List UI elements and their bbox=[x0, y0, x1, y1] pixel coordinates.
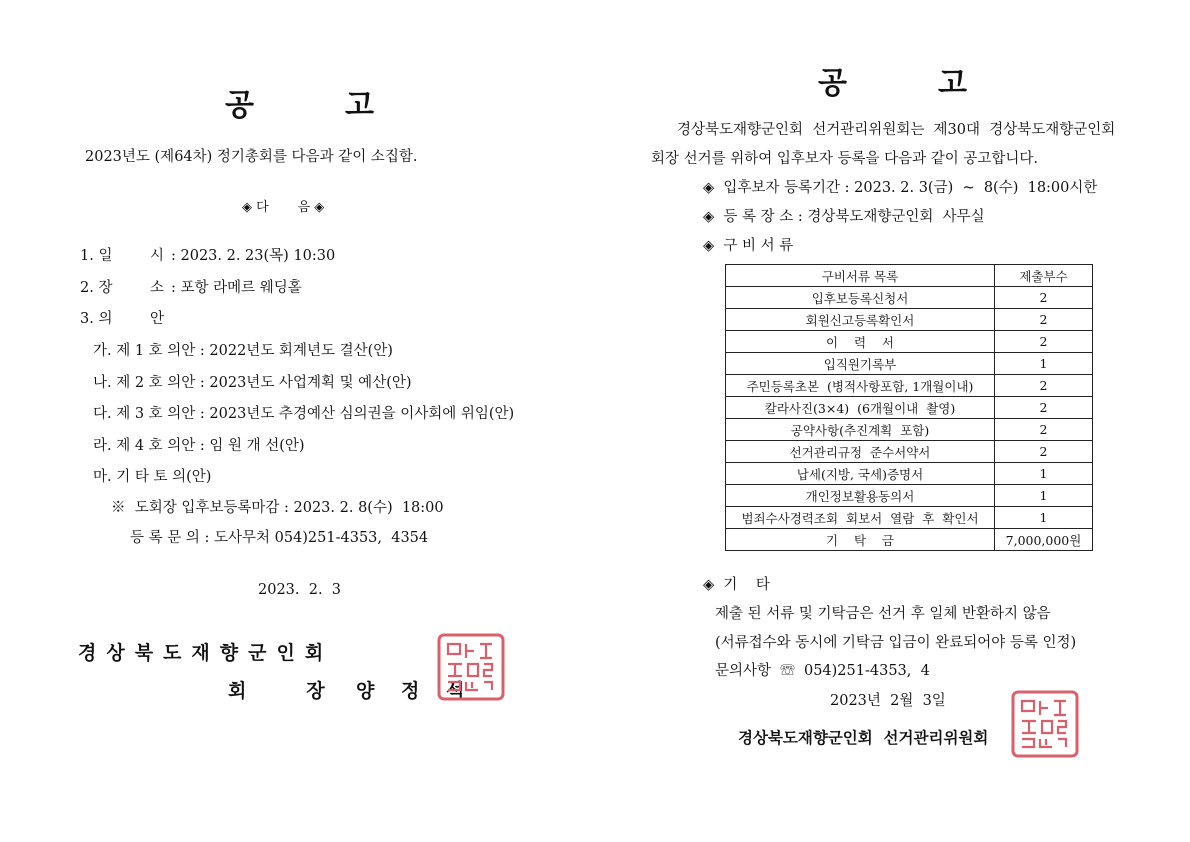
copies-cell: 2 bbox=[995, 287, 1093, 309]
table-row bbox=[726, 331, 1093, 353]
right-registration-place: ◈ 등 록 장 소 : 경상북도재향군인회 사무실 bbox=[703, 209, 985, 225]
right-intro-line-2: 회장 선거를 위하여 입후보자 등록을 다음과 같이 공고합니다. bbox=[651, 151, 1039, 167]
table-row bbox=[726, 419, 1093, 441]
document-name-cell: 범죄수사경력조회 회보서 열람 후 확인서 bbox=[726, 507, 995, 529]
document-name-cell: 회원신고등록확인서 bbox=[726, 309, 995, 331]
right-title-char-2: 고 bbox=[938, 66, 967, 101]
left-date: 2023. 2. 3 bbox=[258, 582, 342, 598]
left-title-char-1: 공 bbox=[225, 88, 254, 123]
table-row bbox=[726, 441, 1093, 463]
left-item-3-num: 3. 의 bbox=[80, 311, 113, 327]
right-title-char-1: 공 bbox=[818, 66, 847, 101]
copies-cell: 1 bbox=[995, 485, 1093, 507]
right-etc-heading: ◈ 기 타 bbox=[703, 577, 770, 593]
copies-cell: 2 bbox=[995, 397, 1093, 419]
left-agenda-3: 다. 제 3 호 의안 : 2023년도 추경예산 심의권을 이사회에 위임(안) bbox=[93, 406, 515, 422]
document-name-cell: 납세(지방, 국세)증명서 bbox=[726, 463, 995, 485]
table-row bbox=[726, 353, 1093, 375]
document-name-cell: 선거관리규정 준수서약서 bbox=[726, 441, 995, 463]
left-official-seal-icon bbox=[436, 632, 506, 702]
copies-cell: 2 bbox=[995, 441, 1093, 463]
copies-cell: 1 bbox=[995, 507, 1093, 529]
right-registration-period: ◈ 입후보자 등록기간 : 2023. 2. 3(금) ~ 8(수) 18:00시한 bbox=[703, 180, 1098, 196]
left-item-2-value: : 포항 라메르 웨딩홀 bbox=[171, 280, 302, 296]
table-header-cell: 제출부수 bbox=[995, 265, 1093, 287]
table-header-row bbox=[726, 265, 1093, 287]
left-chair-name: 양 정 석 bbox=[356, 680, 475, 702]
right-date: 2023년 2월 3일 bbox=[830, 693, 946, 709]
left-item-3-label: 안 bbox=[150, 311, 165, 327]
left-note-deadline: ※ 도회장 입후보등록마감 : 2023. 2. 8(수) 18:00 bbox=[111, 500, 444, 516]
table-row bbox=[726, 375, 1093, 397]
left-agenda-5: 마. 기 타 토 의(안) bbox=[93, 469, 212, 485]
left-agenda-4: 라. 제 4 호 의안 : 임 원 개 선(안) bbox=[93, 438, 305, 454]
table-header-cell: 구비서류 목록 bbox=[726, 265, 995, 287]
document-name-cell: 이 력 서 bbox=[726, 331, 995, 353]
table-row bbox=[726, 287, 1093, 309]
left-agenda-2: 나. 제 2 호 의안 : 2023년도 사업계획 및 예산(안) bbox=[93, 375, 412, 391]
copies-cell: 2 bbox=[995, 309, 1093, 331]
table-row bbox=[726, 507, 1093, 529]
copies-cell: 2 bbox=[995, 419, 1093, 441]
copies-cell: 2 bbox=[995, 331, 1093, 353]
document-name-cell: 기 탁 금 bbox=[726, 529, 995, 551]
table-row bbox=[726, 529, 1093, 551]
right-etc-line-1: 제출 된 서류 및 기탁금은 선거 후 일체 반환하지 않음 bbox=[715, 606, 1051, 622]
document-name-cell: 입직원기록부 bbox=[726, 353, 995, 375]
copies-cell: 7,000,000원 bbox=[995, 529, 1093, 551]
document-name-cell: 주민등록초본 (병적사항포함, 1개월이내) bbox=[726, 375, 995, 397]
document-name-cell: 칼라사진(3×4) (6개월이내 촬영) bbox=[726, 397, 995, 419]
table-row bbox=[726, 485, 1093, 507]
left-chair-title: 회 장 bbox=[228, 680, 335, 702]
table-row bbox=[726, 463, 1093, 485]
left-item-2-num: 2. 장 bbox=[80, 280, 113, 296]
copies-cell: 1 bbox=[995, 353, 1093, 375]
document-name-cell: 공약사항(추진계획 포함) bbox=[726, 419, 995, 441]
left-da-eum-heading: ◈ 다 음 ◈ bbox=[242, 200, 325, 215]
copies-cell: 2 bbox=[995, 375, 1093, 397]
left-org-name: 경상북도재향군인회 bbox=[78, 642, 334, 664]
right-official-seal-icon bbox=[1010, 689, 1080, 759]
left-item-1-num: 1. 일 bbox=[80, 248, 113, 264]
copies-cell: 1 bbox=[995, 463, 1093, 485]
left-note-inquiry: 등 록 문 의 : 도사무처 054)251-4353, 4354 bbox=[130, 530, 429, 546]
right-required-docs-heading: ◈ 구 비 서 류 bbox=[703, 238, 794, 254]
right-etc-line-2: (서류접수와 동시에 기탁금 입금이 완료되어야 등록 인정) bbox=[715, 635, 1077, 651]
document-name-cell: 개인정보활용동의서 bbox=[726, 485, 995, 507]
left-agenda-1: 가. 제 1 호 의안 : 2022년도 회계년도 결산(안) bbox=[93, 343, 393, 359]
right-intro-line-1: 경상북도재향군인회 선거관리위원회는 제30대 경상북도재향군인회 bbox=[677, 122, 1116, 138]
right-org-name: 경상북도재향군인회 선거관리위원회 bbox=[738, 728, 989, 747]
right-contact: 문의사항 ☏ 054)251-4353, 4 bbox=[715, 663, 930, 679]
required-documents-table bbox=[725, 264, 1093, 551]
left-intro: 2023년도 (제64차) 정기총회를 다음과 같이 소집함. bbox=[85, 149, 418, 165]
document-name-cell: 입후보등록신청서 bbox=[726, 287, 995, 309]
table-row bbox=[726, 309, 1093, 331]
left-item-1-value: : 2023. 2. 23(목) 10:30 bbox=[171, 248, 336, 264]
left-item-1-label: 시 bbox=[150, 248, 165, 264]
left-title-char-2: 고 bbox=[345, 88, 374, 123]
left-item-2-label: 소 bbox=[150, 280, 165, 296]
table-row bbox=[726, 397, 1093, 419]
